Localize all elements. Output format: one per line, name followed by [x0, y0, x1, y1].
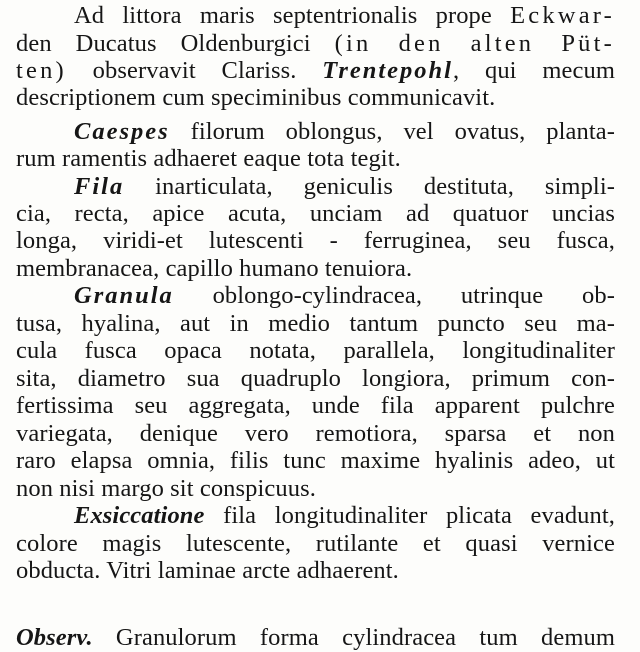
text-span: observavit Clariss.	[66, 57, 323, 84]
text-span: cula fusca opaca notata, parallela, longitudinaliter	[16, 337, 615, 364]
text-span: longa, viridi-et lutescenti - ferruginea, seu fusca,	[16, 227, 615, 254]
text-span: raro elapsa omnia, filis tunc maxime hyalinis adeo, ut	[16, 447, 615, 474]
text-span: Granulorum forma cylindracea tum demum	[92, 624, 615, 651]
text-span: cia, recta, apice acuta, unciam ad quatuor uncias	[16, 200, 615, 227]
text-line	[16, 475, 615, 503]
text-span: obducta. Vitri laminae arcte adhaerent.	[16, 557, 399, 584]
paragraph-lead-term: Observ.	[16, 624, 93, 651]
text-span: variegata, denique vero remotiora, sparsa et non	[16, 420, 615, 447]
text-span: , qui mecum	[452, 57, 615, 84]
text-span: oblongo-cylindracea, utrinque ob-	[173, 282, 615, 309]
text-span: sita, diametro sua quadruplo longiora, primum con-	[16, 365, 615, 392]
text-line	[16, 557, 615, 585]
text-span: fertissima seu aggregata, unde fila apparent pulchre	[16, 392, 615, 419]
text-line	[16, 447, 615, 475]
text-line	[74, 502, 615, 530]
text-line	[16, 337, 615, 365]
text-line	[16, 624, 615, 652]
text-span: membranacea, capillo humano tenuiora.	[16, 255, 413, 282]
text-line	[74, 118, 615, 146]
text-span: tusa, hyalina, aut in medio tantum puncto seu ma-	[16, 310, 615, 337]
text-span: inarticulata, geniculis destituta, simpli-	[124, 173, 615, 200]
text-line	[16, 392, 615, 420]
text-span: rum ramentis adhaeret eaque tota tegit.	[16, 145, 401, 172]
text-line	[74, 2, 615, 30]
author-name: Trentepohl	[322, 57, 453, 84]
text-span: den Ducatus Oldenburgici	[16, 30, 335, 57]
text-span: Ad littora maris septentrionalis prope	[74, 2, 511, 29]
text-line	[74, 173, 615, 201]
text-line	[16, 145, 615, 173]
text-line	[16, 227, 615, 255]
letterspaced-text: (in den alten Püt-	[334, 30, 615, 57]
letterspaced-text: ten)	[16, 57, 67, 84]
paragraph-lead-term: Exsiccatione	[74, 502, 205, 529]
paragraph-lead-term: Fila	[74, 173, 125, 200]
text-span: filorum oblongus, vel ovatus, planta-	[169, 118, 615, 145]
text-line	[16, 255, 615, 283]
letterspaced-text: Eckwar-	[510, 2, 615, 29]
text-line	[16, 57, 615, 85]
text-line	[16, 420, 615, 448]
text-span: non nisi margo sit conspicuus.	[16, 475, 316, 502]
text-line	[74, 282, 615, 310]
paragraph-lead-term: Caespes	[74, 118, 170, 145]
paragraph-lead-term: Granula	[74, 282, 174, 309]
text-line	[16, 365, 615, 393]
text-line	[16, 530, 615, 558]
text-span: fila longitudinaliter plicata evadunt,	[204, 502, 615, 529]
text-line	[16, 30, 615, 58]
text-line	[16, 310, 615, 338]
text-line	[16, 84, 615, 112]
text-span: colore magis lutescente, rutilante et quasi vernice	[16, 530, 615, 557]
text-line	[16, 200, 615, 228]
text-span: descriptionem cum speciminibus communicavit.	[16, 84, 496, 111]
